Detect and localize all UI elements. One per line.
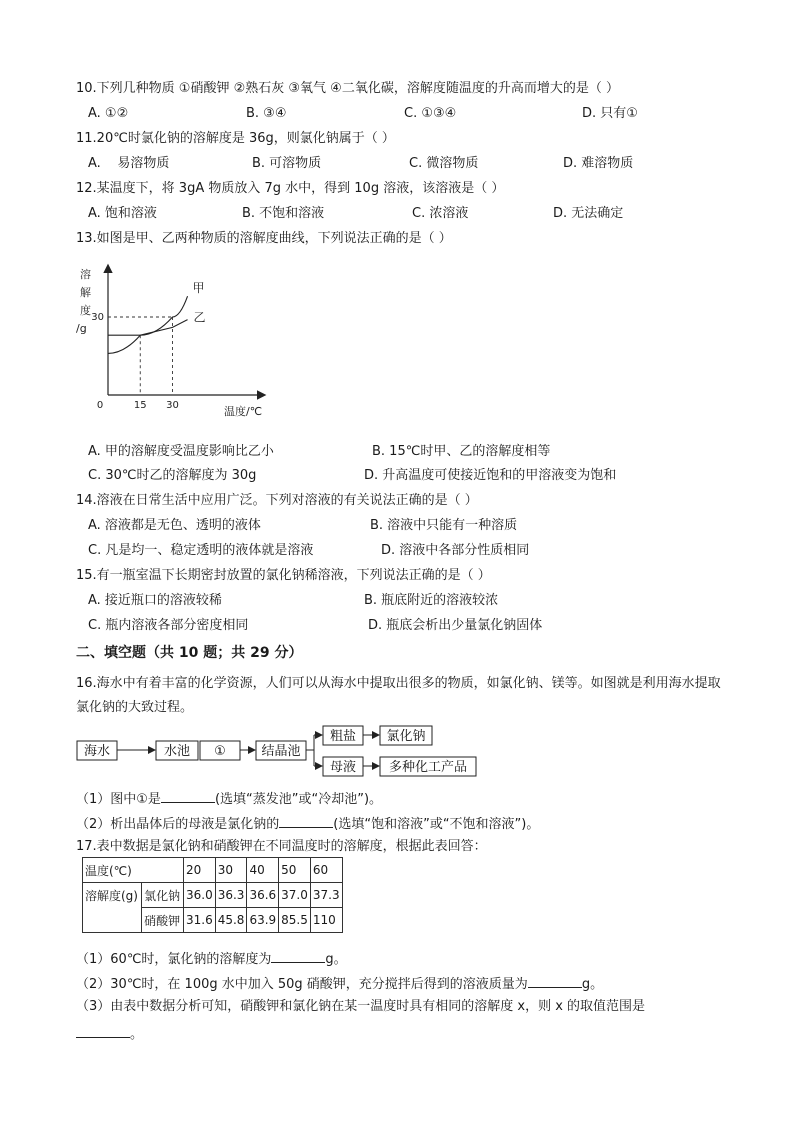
x-tick-label: 0: [96, 400, 104, 411]
y-axis-label-char: 溶: [80, 268, 91, 281]
q13-option-d[interactable]: D. 升高温度可使接近饱和的甲溶液变为饱和: [364, 468, 617, 483]
q13-option-a[interactable]: A. 甲的溶解度受温度影响比乙小: [88, 444, 274, 459]
x-tick-label: 15: [133, 400, 147, 411]
q11-option-b[interactable]: B. 可溶物质: [252, 156, 322, 171]
table-header-temp: 温度(℃): [83, 858, 184, 883]
table-cell: 40: [247, 858, 279, 883]
table-cell: 36.0: [184, 883, 216, 908]
solubility-curve-chart: [72, 258, 272, 420]
q10-option-d[interactable]: D. 只有①: [582, 106, 638, 121]
q17-part1: [76, 948, 347, 969]
table-cell: 110: [310, 908, 342, 933]
table-row-label-kno3: 硝酸钾: [142, 908, 184, 933]
q17-part3-answer: [76, 1023, 143, 1044]
flow-label-chem-products: 多种化工产品: [388, 760, 468, 775]
q12-option-b[interactable]: B. 不饱和溶液: [242, 206, 325, 221]
q14-option-c[interactable]: C. 凡是均一、稳定透明的液体就是溶液: [88, 543, 314, 558]
table-cell: 36.3: [215, 883, 247, 908]
table-cell: 30: [215, 858, 247, 883]
table-row: [83, 883, 343, 908]
q10-stem: 10.下列几种物质 ①硝酸钾 ②熟石灰 ③氧气 ④二氧化碳，溶解度随温度的升高而增大的是（ ）: [76, 81, 619, 96]
q16-part1: [76, 788, 382, 809]
flow-label-seawater: 海水: [83, 744, 111, 759]
flow-label-crude-salt: 粗盐: [329, 729, 357, 744]
q17-part2: [76, 973, 603, 994]
flow-label-nacl: 氯化钠: [386, 729, 426, 744]
q17-part2-prefix: （2）30℃时，在 100g 水中加入 50g 硝酸钾，充分搅拌后得到的溶液质量为: [76, 977, 528, 992]
q13-option-b[interactable]: B. 15℃时甲、乙的溶解度相等: [372, 444, 551, 459]
x-axis-label: 温度/℃: [224, 405, 263, 418]
q12-option-c[interactable]: C. 浓溶液: [412, 206, 469, 221]
q14-stem: 14.溶液在日常生活中应用广泛。下列对溶液的有关说法正确的是（ ）: [76, 493, 478, 508]
q10-option-a[interactable]: A. ①②: [88, 106, 129, 121]
table-row-label-nacl: 氯化钠: [142, 883, 184, 908]
table-cell: 50: [279, 858, 311, 883]
table-cell: 37.3: [310, 883, 342, 908]
series-label-yi: 乙: [193, 310, 206, 325]
q16-part1-blank[interactable]: [161, 788, 215, 803]
y-tick-label: 30: [91, 312, 104, 323]
series-curve-jia: [108, 296, 188, 353]
series-label-jia: 甲: [192, 281, 205, 296]
y-axis-label-char: /g: [76, 322, 87, 335]
q17-part3-end: 。: [130, 1027, 144, 1042]
series-curve-yi: [108, 320, 188, 336]
flow-label-mother-liquor: 母液: [329, 760, 357, 775]
q17-part1-blank[interactable]: [271, 948, 325, 963]
q17-part1-prefix: （1）60℃时，氯化钠的溶解度为: [76, 952, 272, 967]
q14-option-b[interactable]: B. 溶液中只能有一种溶质: [370, 518, 518, 533]
q10-option-b[interactable]: B. ③④: [246, 106, 287, 121]
table-cell: 45.8: [215, 908, 247, 933]
q17-intro: 17.表中数据是氯化钠和硝酸钾在不同温度时的溶解度，根据此表回答：: [76, 839, 487, 854]
q17-part2-suffix: g。: [581, 977, 604, 992]
flow-label-pool: 水池: [163, 744, 191, 759]
q13-option-c[interactable]: C. 30℃时乙的溶解度为 30g: [88, 468, 257, 483]
x-tick-label: 30: [166, 400, 179, 411]
q17-part1-suffix: g。: [325, 952, 347, 967]
q11-stem: 11.20℃时氯化钠的溶解度是 36g，则氯化钠属于（ ）: [76, 131, 395, 146]
y-axis-label-char: 度: [80, 304, 91, 317]
table-cell: 60: [310, 858, 342, 883]
q14-option-a[interactable]: A. 溶液都是无色、透明的液体: [88, 518, 261, 533]
q15-option-d[interactable]: D. 瓶底会析出少量氯化钠固体: [368, 618, 543, 633]
table-row: [83, 858, 343, 883]
flow-label-crystal-pool: 结晶池: [261, 744, 301, 759]
q16-part2-suffix: (选填“饱和溶液”或“不饱和溶液”)。: [333, 817, 540, 832]
y-axis-label: [76, 267, 91, 335]
q11-option-c[interactable]: C. 微溶物质: [409, 156, 479, 171]
table-cell: 31.6: [184, 908, 216, 933]
solubility-table: [82, 857, 343, 933]
table-cell: 36.6: [247, 883, 279, 908]
q16-intro: 16.海水中有着丰富的化学资源，人们可以从海水中提取出很多的物质，如氯化钠、镁等。如图就是利用海水提取氯化钠的大致过程。: [76, 676, 721, 715]
flow-label-step1: ①: [214, 744, 226, 759]
section-title: 二、填空题（共 10 题；共 29 分）: [76, 645, 303, 661]
table-cell: 20: [184, 858, 216, 883]
q12-stem: 12.某温度下，将 3gA 物质放入 7g 水中，得到 10g 溶液，该溶液是（ ）: [76, 181, 505, 196]
q17-part2-blank[interactable]: [528, 973, 582, 988]
q16-part1-suffix: (选填“蒸发池”或“冷却池”)。: [214, 792, 383, 807]
q16-part2-prefix: （2）析出晶体后的母液是氯化钠的: [76, 817, 280, 832]
q17-part3-blank[interactable]: [76, 1023, 130, 1038]
q17-part3: （3）由表中数据分析可知，硝酸钾和氯化钠在某一温度时具有相同的溶解度 x，则 x 的取值范围是: [76, 999, 646, 1014]
q11-option-a[interactable]: A. 易溶物质: [88, 156, 170, 171]
table-cell: 85.5: [279, 908, 311, 933]
q15-option-b[interactable]: B. 瓶底附近的溶液较浓: [364, 593, 499, 608]
q10-option-c[interactable]: C. ①③④: [404, 106, 457, 121]
q12-option-a[interactable]: A. 饱和溶液: [88, 206, 157, 221]
table-cell: 37.0: [279, 883, 311, 908]
q16-part2: [76, 813, 539, 834]
table-header-solubility: 溶解度(g): [83, 883, 142, 933]
q16-part1-prefix: （1）图中①是: [76, 792, 161, 807]
q16-part2-blank[interactable]: [279, 813, 333, 828]
q15-stem: 15.有一瓶室温下长期密封放置的氯化钠稀溶液，下列说法正确的是（ ）: [76, 568, 491, 583]
table-cell: 63.9: [247, 908, 279, 933]
seawater-flow-diagram: [76, 722, 486, 780]
q13-stem: 13.如图是甲、乙两种物质的溶解度曲线，下列说法正确的是（ ）: [76, 231, 452, 246]
y-axis-label-char: 解: [80, 286, 91, 299]
q11-option-d[interactable]: D. 难溶物质: [563, 156, 634, 171]
q15-option-c[interactable]: C. 瓶内溶液各部分密度相同: [88, 618, 249, 633]
q15-option-a[interactable]: A. 接近瓶口的溶液较稀: [88, 593, 222, 608]
q14-option-d[interactable]: D. 溶液中各部分性质相同: [381, 543, 530, 558]
q12-option-d[interactable]: D. 无法确定: [553, 206, 624, 221]
